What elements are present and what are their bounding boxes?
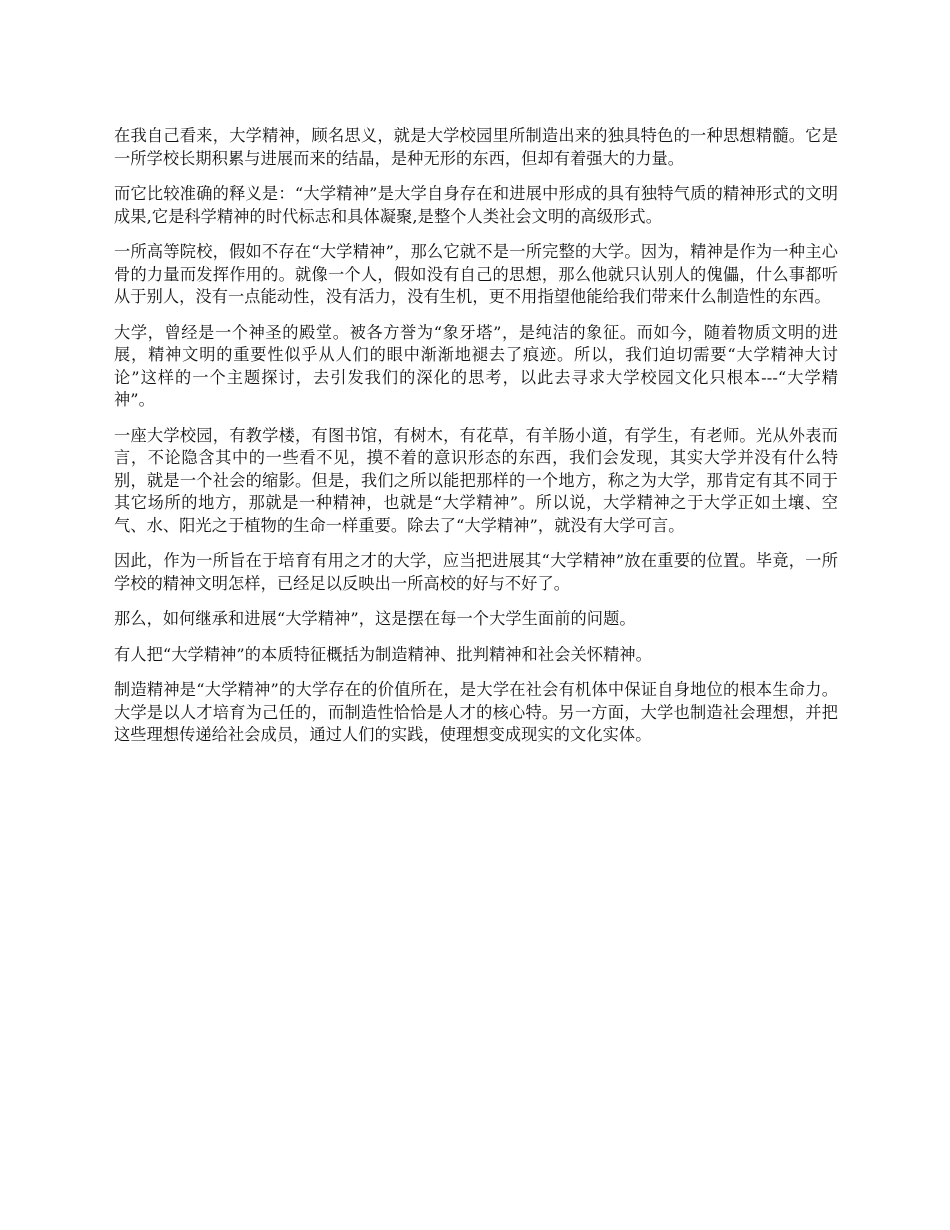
paragraph-8: 有人把“大学精神”的本质特征概括为制造精神、批判精神和社会关怀精神。 <box>114 644 652 664</box>
paragraph-6: 因此，作为一所旨在于培育有用之才的大学，应当把进展其“大学精神”放在重要的位置。毕竟，一所学校的精神文明怎样，已经足以反映出一所高校的好与不好了。 <box>114 551 838 593</box>
paragraph-7: 那么，如何继承和进展“大学精神”，这是摆在每一个大学生面前的问题。 <box>114 609 636 628</box>
paragraph-3: 一所高等院校，假如不存在“大学精神”，那么它就不是一所完整的大学。因为，精神是作为一种主心骨的力量而发挥作用的。就像一个人，假如没有自己的思想，那么他就只认别人的傀儡，什么事都听从于别人，没有一点能动性，没有活力，没有生机，更不用指望他能给我们带来什么制造性的东西。 <box>114 242 838 306</box>
paragraph-1: 在我自己看来，大学精神，顾名思义，就是大学校园里所制造出来的独具特色的一种思想精髓。它是一所学校长期积累与进展而来的结晶，是种无形的东西，但却有着强大的力量。 <box>114 126 838 168</box>
paragraph-4: 大学，曾经是一个神圣的殿堂。被各方誉为“象牙塔”，是纯洁的象征。而如今，随着物质文明的进展，精神文明的重要性似乎从人们的眼中渐渐地褪去了痕迹。所以，我们迫切需要“大学精神大讨论”这样的一个主题探讨，去引发我们的深化的思考，以此去寻求大学校园文化只根本---“大学精神”。 <box>114 322 838 409</box>
paragraph-9: 制造精神是“大学精神”的大学存在的价值所在，是大学在社会有机体中保证自身地位的根本生命力。大学是以人才培育为己任的，而制造性恰恰是人才的核心特。另一方面，大学也制造社会理想，并把这些理想传递给社会成员，通过人们的实践，使理想变成现实的文化实体。 <box>114 680 838 744</box>
paragraph-2: 而它比较准确的释义是：“大学精神”是大学自身存在和进展中形成的具有独特气质的精神形式的文明成果,它是科学精神的时代标志和具体凝聚,是整个人类社会文明的高级形式。 <box>114 184 838 226</box>
paragraph-5: 一座大学校园，有教学楼，有图书馆，有树木，有花草，有羊肠小道，有学生，有老师。光从外表而言，不论隐含其中的一些看不见，摸不着的意识形态的东西，我们会发现，其实大学并没有什么特别，就是一个社会的缩影。但是，我们之所以能把那样的一个地方，称之为大学，那肯定有其不同于其它场所的地方，那就是一种精神，也就是“大学精神”。所以说，大学精神之于大学正如土壤、空气、水、阳光之于植物的生命一样重要。除去了“大学精神”，就没有大学可言。 <box>114 425 838 535</box>
